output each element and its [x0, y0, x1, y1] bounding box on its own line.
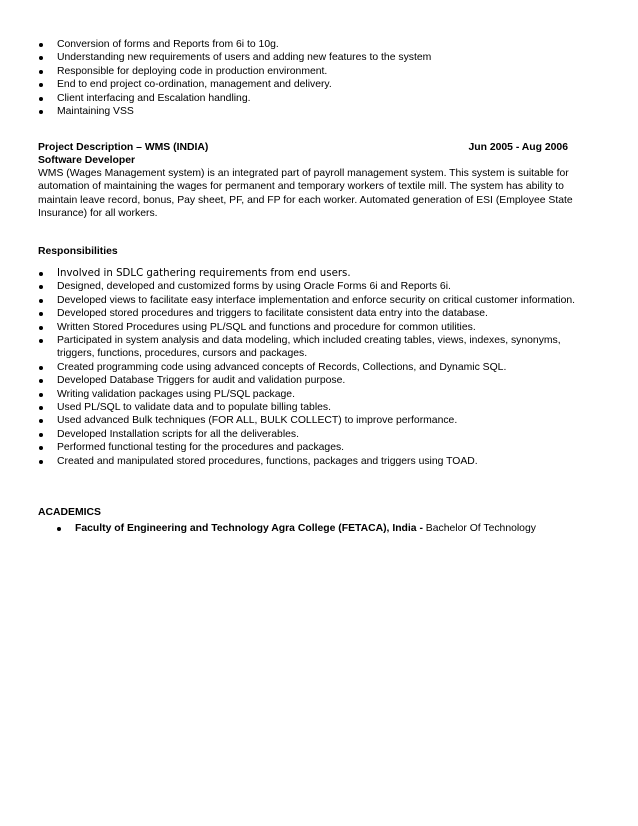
list-item: Understanding new requirements of users and adding new features to the system [38, 51, 598, 64]
list-item: Developed stored procedures and triggers to facilitate consistent data entry into the database. [38, 307, 598, 320]
list-item: Created programming code using advanced concepts of Records, Collections, and Dynamic SQL. [38, 361, 598, 374]
project-title: Project Description – WMS (INDIA) [38, 142, 209, 153]
list-item: Responsible for deploying code in production environment. [38, 65, 598, 78]
list-item: Involved in SDLC gathering requirements from end users. [38, 267, 598, 280]
responsibilities-list [38, 267, 598, 468]
project-header [38, 141, 568, 168]
project-dates: Jun 2005 - Aug 2006 [468, 142, 568, 153]
academics-heading: ACADEMICS [38, 507, 101, 518]
list-item: Conversion of forms and Reports from 6i to 10g. [38, 38, 598, 51]
responsibilities-heading: Responsibilities [38, 246, 118, 257]
list-item [56, 522, 596, 535]
list-item: Used PL/SQL to validate data and to populate billing tables. [38, 401, 598, 414]
list-item: End to end project co-ordination, management and delivery. [38, 78, 598, 91]
project-description: WMS (Wages Management system) is an integrated part of payroll management system. This system is suitable for automation of maintaining the wages for permanent and temporary workers of textile mill. The system has ability to maintain leave record, bonus, Pay sheet, PF, and FP for each worker. Automated generation of ESI (Employee State Insurance) for all workers. [38, 168, 573, 220]
list-item: Participated in system analysis and data modeling, which included creating tables, views, indexes, synonyms, triggers, functions, procedures, cursors and packages. [38, 334, 598, 361]
institution-name: Faculty of Engineering and Technology Agra College (FETACA), India - [75, 523, 423, 534]
list-item: Writing validation packages using PL/SQL package. [38, 388, 598, 401]
academics-list [56, 522, 596, 535]
list-item: Developed Installation scripts for all the deliverables. [38, 428, 598, 441]
list-item: Maintaining VSS [38, 105, 598, 118]
list-item: Performed functional testing for the procedures and packages. [38, 441, 598, 454]
duties-list [38, 38, 598, 118]
list-item: Written Stored Procedures using PL/SQL and functions and procedure for common utilities. [38, 321, 598, 334]
list-item: Developed Database Triggers for audit and validation purpose. [38, 374, 598, 387]
list-item: Used advanced Bulk techniques (FOR ALL, BULK COLLECT) to improve performance. [38, 414, 598, 427]
list-item: Developed views to facilitate easy interface implementation and enforce security on critical customer information. [38, 294, 598, 307]
list-item: Client interfacing and Escalation handling. [38, 92, 598, 105]
degree-name: Bachelor Of Technology [422, 523, 536, 534]
list-item: Designed, developed and customized forms by using Oracle Forms 6i and Reports 6i. [38, 280, 598, 293]
list-item: Created and manipulated stored procedures, functions, packages and triggers using TOAD. [38, 455, 598, 468]
project-role: Software Developer [38, 155, 136, 167]
